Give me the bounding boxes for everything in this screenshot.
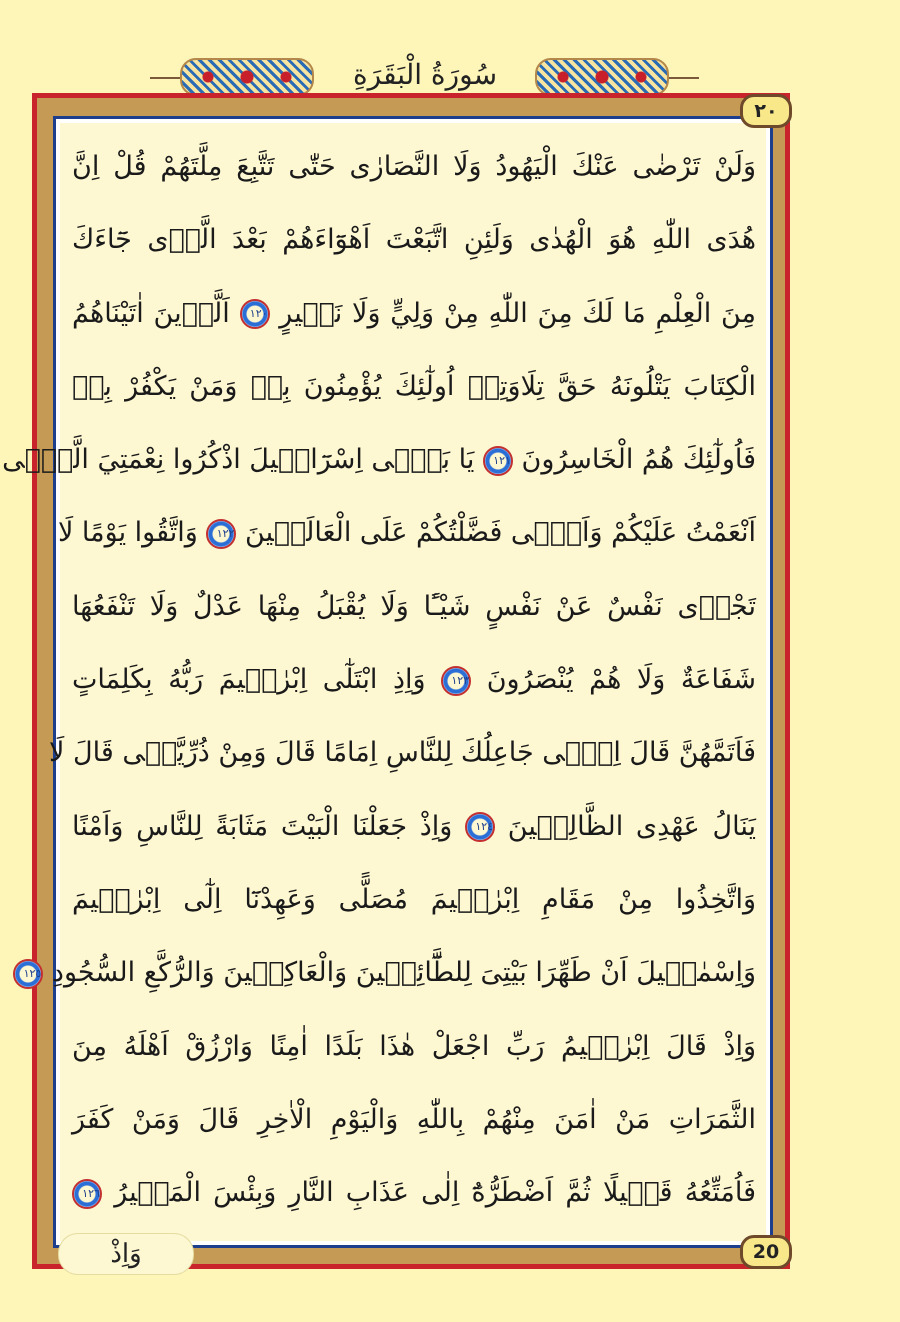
ayah-marker-126: ١٢٦	[72, 1179, 102, 1209]
line-text: يَنَالُ عَهْدِى الظَّالِمٖينَ	[507, 810, 757, 842]
header-ornament-right	[535, 58, 669, 96]
surah-title: سُورَةُ الْبَقَرَةِ	[352, 58, 498, 91]
line-text: هُدَى اللّٰهِ هُوَ الْهُدٰى وَلَئِنِ اتَّبَعْتَ اَهْوَٓاءَهُمْ بَعْدَ الَّذٖى جَٓاءَكَ	[72, 224, 756, 256]
line-text: يَا بَنٖٓى اِسْرَٓائٖيلَ اذْكُرُوا نِعْمَتِيَ الَّتٖٓى	[2, 444, 475, 476]
text-line-13	[72, 1010, 756, 1083]
ayah-marker-125: ١٢٥	[13, 959, 43, 989]
header-ornament-left	[180, 58, 314, 96]
line-text: تَجْزٖى نَفْسٌ عَنْ نَفْسٍ شَيْـًٔا وَلَا يُقْبَلُ مِنْهَا عَدْلٌ وَلَا تَنْفَعُهَا	[72, 590, 756, 622]
line-text: شَفَاعَةٌ وَلَا هُمْ يُنْصَرُونَ	[486, 664, 756, 696]
page-number-top: ٢٠	[740, 94, 792, 128]
text-line-10	[72, 790, 756, 863]
line-text: الثَّمَرَاتِ مَنْ اٰمَنَ مِنْهُمْ بِاللّٰهِ وَالْيَوْمِ الْاٰخِرِ قَالَ وَمَنْ كَفَرَ	[72, 1103, 756, 1135]
line-text: فَاَتَمَّهُنَّ قَالَ اِنّٖى جَاعِلُكَ لِلنَّاسِ اِمَامًا قَالَ وَمِنْ ذُرِّيَّتٖى قَالَ لَا	[49, 737, 756, 769]
line-text: وَاِذْ قَالَ اِبْرٰهٖيمُ رَبِّ اجْعَلْ هٰذَا بَلَدًا اٰمِنًا وَارْزُقْ اَهْلَهُ مِنَ	[72, 1030, 756, 1062]
ayah-marker-123: ١٢٣	[441, 666, 471, 696]
ayah-marker-124: ١٢٤	[465, 812, 495, 842]
text-line-7	[72, 570, 756, 643]
line-text: فَاُمَتِّعُهُ قَلٖيلًا ثُمَّ اَضْطَرُّهُٓ اِلٰى عَذَابِ النَّارِ وَبِئْسَ الْمَصٖيرُ	[114, 1177, 756, 1209]
line-text: وَلَنْ تَرْضٰى عَنْكَ الْيَهُودُ وَلَا النَّصَارٰى حَتّٰى تَتَّبِعَ مِلَّتَهُمْ قُلْ اِنَّ	[72, 151, 756, 182]
text-line-11	[72, 863, 756, 936]
line-text: مِنَ الْعِلْمِ مَا لَكَ مِنَ اللّٰهِ مِنْ وَلِيٍّ وَلَا نَصٖيرٍ	[279, 297, 756, 329]
text-line-2	[72, 203, 756, 276]
ayah-marker-121: ١٢١	[483, 446, 513, 476]
line-text: وَاِسْمٰعٖيلَ اَنْ طَهِّرَا بَيْتِىَ لِلطَّٓائِفٖينَ وَالْعَاكِفٖينَ وَالرُّكَّعِ السُّجُودِ	[51, 957, 756, 989]
line-text: وَاِذْ جَعَلْنَا الْبَيْتَ مَثَابَةً لِلنَّاسِ وَاَمْنًا	[72, 810, 453, 842]
line-text: اَنْعَمْتُ عَلَيْكُمْ وَاَنّٖى فَضَّلْتُكُمْ عَلَى الْعَالَمٖينَ	[245, 517, 756, 549]
line-text: فَاُولٰٓئِكَ هُمُ الْخَاسِرُونَ	[521, 444, 756, 476]
text-line-15	[72, 1156, 756, 1229]
header-rule-right	[669, 77, 699, 79]
line-text: اَلَّذٖينَ اٰتَيْنَاهُمُ	[72, 297, 230, 329]
catchword: وَاِذْ	[58, 1233, 194, 1275]
line-text: وَاِذِ ابْتَلٰٓى اِبْرٰهٖيمَ رَبُّهُ بِكَلِمَاتٍ	[72, 664, 426, 696]
ayah-marker-120: ١٢٠	[240, 299, 270, 329]
text-line-9	[49, 716, 756, 789]
text-line-8	[72, 643, 756, 716]
line-text: وَاتَّقُوا يَوْمًا لَا	[57, 517, 198, 549]
text-line-4	[72, 350, 756, 423]
page-number-bottom: 20	[740, 1235, 792, 1269]
text-line-14	[72, 1083, 756, 1156]
ayah-marker-122: ١٢٢	[206, 519, 236, 549]
verse-text	[2, 130, 757, 1229]
text-line-6	[57, 496, 756, 569]
header-rule-left	[150, 77, 180, 79]
line-text: وَاتَّخِذُوا مِنْ مَقَامِ اِبْرٰهٖيمَ مُصَلًّى وَعَهِدْنَٓا اِلٰٓى اِبْرٰهٖيمَ	[72, 883, 756, 915]
text-line-12	[23, 936, 756, 1009]
line-text: الْكِتَابَ يَتْلُونَهُ حَقَّ تِلَاوَتِهٖ اُولٰٓئِكَ يُؤْمِنُونَ بِهٖ وَمَنْ يَكْفُرْ بِهٖ	[72, 370, 756, 402]
text-line-3	[72, 277, 756, 350]
text-line-1	[72, 130, 756, 203]
text-line-5	[2, 423, 756, 496]
